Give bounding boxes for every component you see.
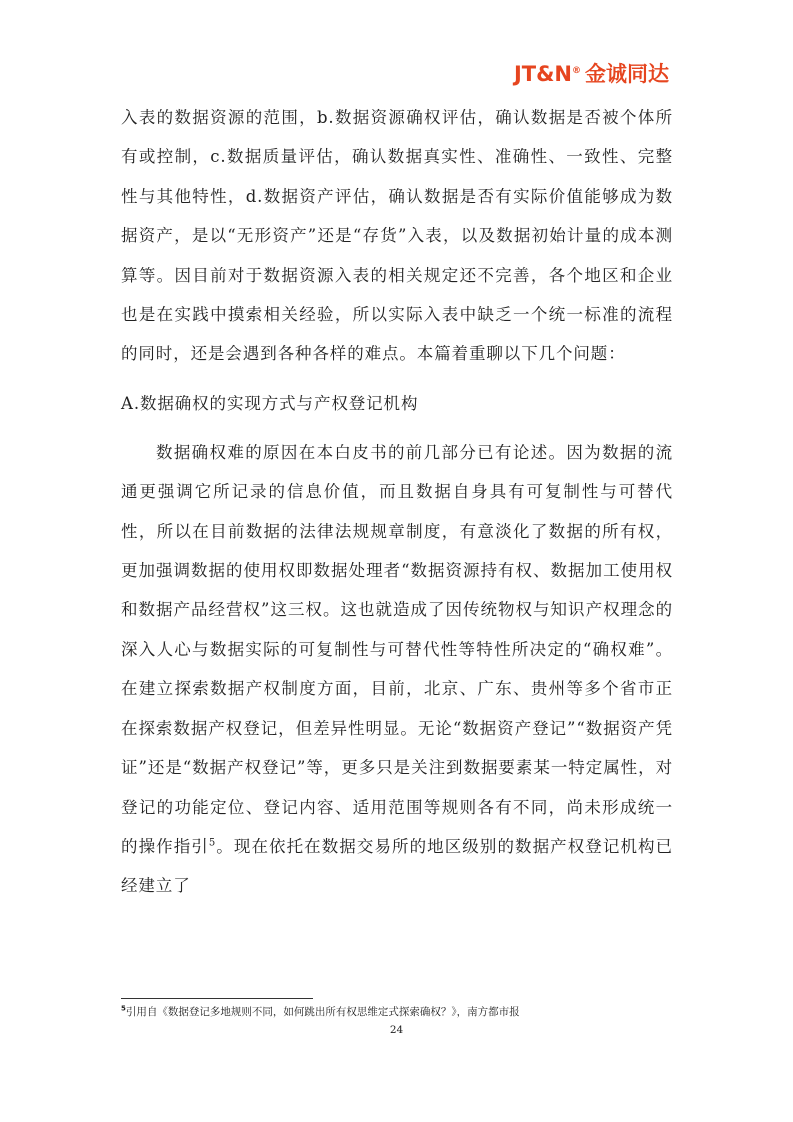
footnote-mark: 5 — [121, 1004, 126, 1013]
logo-chinese-name: 金诚同达 — [585, 62, 669, 86]
section-heading: A.数据确权的实现方式与产权登记机构 — [121, 393, 419, 413]
logo-registered-mark: ® — [572, 66, 581, 76]
footnote-divider — [121, 998, 313, 999]
paragraph-intro: 入表的数据资源的范围，b.数据资源确权评估，确认数据是否被个体所有或控制，c.数据质量评估，确认数据真实性、准确性、一致性、完整性与其他特性，d.数据资产评估，确认数据是否有实际价值能够成为数据资产，是以“无形资产”还是“存货”入表，以及数据初始计量的成本测算等。因目前对于数据资源入表的相关规定还不完善，各个地区和企业也是在实践中摸索相关经验，所以实际入表中缺乏一个统一标准的流程的同时，还是会遇到各种各样的难点。本篇着重聊以下几个问题： — [121, 108, 673, 364]
footnote-text: 引用自《数据登记多地规则不同，如何跳出所有权思维定式探索确权？》，南方都市报 — [125, 1006, 520, 1018]
paragraph-text-continued: 。现在依托在数据交易所的地区级别的数据产权登记机构已经建立了 — [121, 836, 673, 896]
footnote — [121, 1004, 520, 1019]
page-body — [121, 98, 673, 906]
footnote-reference[interactable]: 5 — [208, 837, 217, 849]
paragraph-data-rights — [121, 433, 673, 906]
paragraph-text: 数据确权难的原因在本白皮书的前几部分已有论述。因为数据的流通更强调它所记录的信息价值，而且数据自身具有可复制性与可替代性，所以在目前数据的法律法规规章制度，有意淡化了数据的所有权，更加强调数据的使用权即数据处理者“数据资源持有权、数据加工使用权和数据产品经营权”这三权。这也就造成了因传统物权与知识产权理念的深入人心与数据实际的可复制性与可替代性等特性所决定的“确权难”。在建立探索数据产权制度方面，目前，北京、广东、贵州等多个省市正在探索数据产权登记，但差异性明显。无论“数据资产登记”“数据资产凭证”还是“数据产权登记”等，更多只是关注到数据要素某一特定属性，对登记的功能定位、登记内容、适用范围等规则各有不同，尚未形成统一的操作指引 — [121, 442, 673, 856]
company-logo — [514, 58, 669, 88]
logo-latin: JT&N — [513, 62, 572, 86]
page-number: 24 — [389, 1024, 404, 1036]
